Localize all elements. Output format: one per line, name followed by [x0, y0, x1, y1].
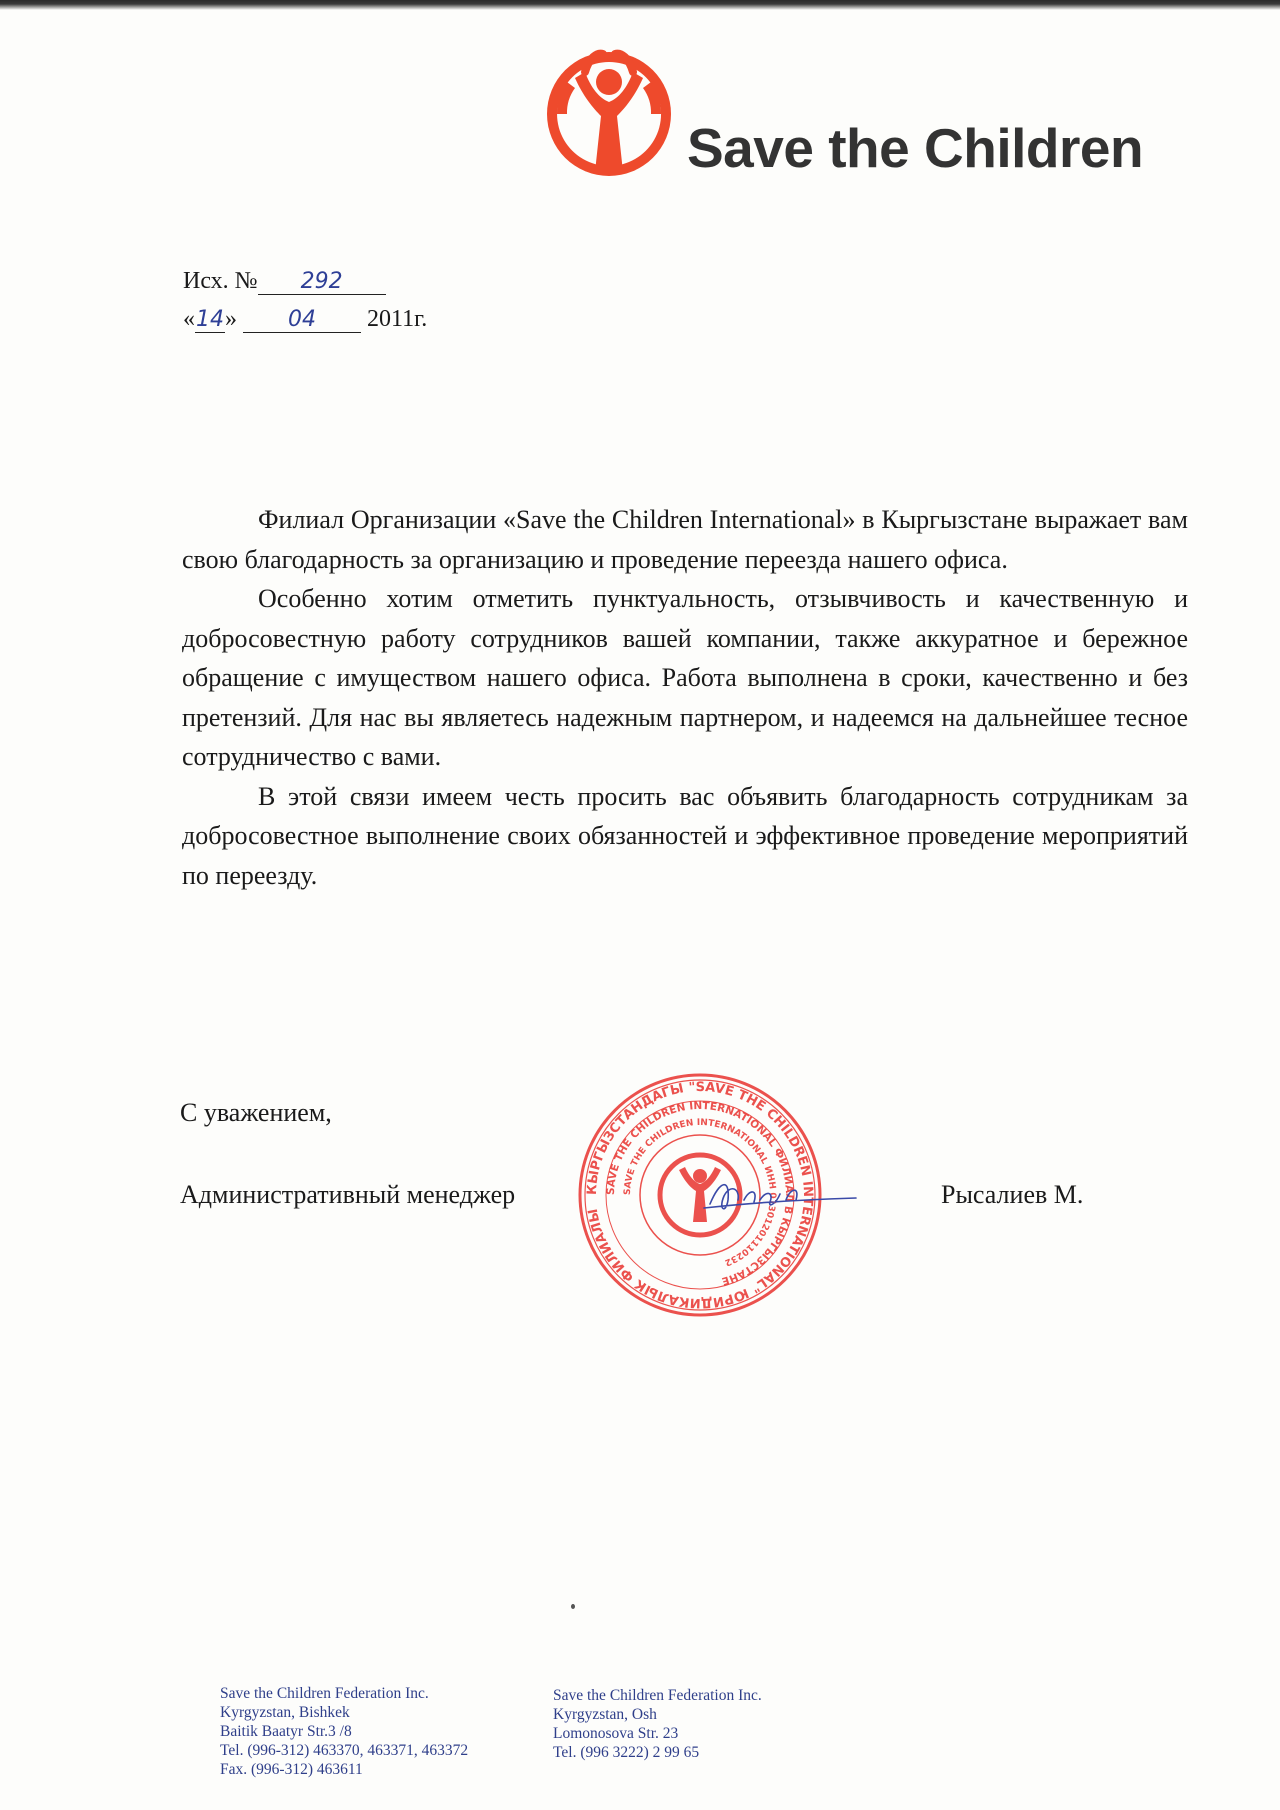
child-figure-icon	[545, 38, 673, 182]
paragraph: В этой связи имеем честь просить вас объявить благодарность сотрудникам за добросовестное выполнение своих обязанностей и эффективное проведение мероприятий по переезду.	[182, 781, 1188, 890]
footer-line: Baitik Baatyr Str.3 /8	[220, 1723, 352, 1740]
date-open-quote: «	[183, 306, 195, 332]
date-line	[183, 306, 427, 333]
footer-bishkek-address	[220, 1684, 468, 1779]
footer-line: Save the Children Federation Inc.	[220, 1685, 429, 1702]
footer-line: Lomonosova Str. 23	[553, 1725, 679, 1742]
signatory-name: Рысалиев М.	[941, 1180, 1084, 1209]
date-day: 14	[196, 307, 224, 332]
paragraph: Особенно хотим отметить пунктуальность, отзывчивость и качественную и добросовестную работу сотрудников вашей компании, также аккуратное и бережное обращение с имуществом нашего офиса. Работа выполнена в сроки, качественно и без претензий. Для нас вы являетесь надежным партнером, и надеемся на дальнейшее тесное сотрудничество с вами.	[182, 584, 1188, 771]
letter-body	[182, 500, 1188, 895]
date-month: 04	[243, 307, 361, 333]
footer-line: Kyrgyzstan, Osh	[553, 1706, 657, 1723]
footer-line: Save the Children Federation Inc.	[553, 1687, 762, 1704]
date-year: 2011г.	[367, 306, 428, 332]
footer-line: Kyrgyzstan, Bishkek	[220, 1704, 350, 1721]
stamp-middle-text: SAVE THE CHILDREN INTERNATIONAL ФИЛИАЛ В КЫРГЫЗСТАНЕ	[604, 1099, 796, 1288]
outgoing-number-line	[183, 268, 386, 295]
handwritten-signature	[700, 1170, 860, 1220]
paragraph: Филиал Организации «Save the Children International» в Кыргызстане выражает вам свою благодарность за организацию и проведение переезда нашего офиса.	[182, 505, 1188, 574]
footer-line: Fax. (996-312) 463611	[220, 1761, 363, 1778]
signatory-position: Административный менеджер	[180, 1180, 516, 1209]
save-the-children-logo	[545, 38, 1195, 188]
stamp-outer-text: КЫРГЫЗСТАНДАГЫ "SAVE THE CHILDREN INTERNATIONAL" ЮРИДИКАЛЫК ФИЛИАЛЫ	[584, 1079, 816, 1311]
footer-line: Tel. (996-312) 463370, 463371, 463372	[220, 1742, 469, 1759]
outgoing-number-value: 292	[258, 269, 386, 295]
footer-line: Tel. (996 3222) 2 99 65	[553, 1744, 700, 1761]
stamp-inner-text: SAVE THE CHILDREN INTERNATIONAL ИНН 01301201110232	[622, 1117, 778, 1268]
footer-osh-address	[553, 1686, 762, 1762]
date-close-quote: »	[225, 306, 237, 332]
outgoing-number-label: Исх. №	[183, 268, 258, 294]
logo-text: Save the Children	[687, 117, 1144, 179]
scan-speck	[571, 1604, 575, 1609]
closing: С уважением,	[180, 1098, 332, 1127]
